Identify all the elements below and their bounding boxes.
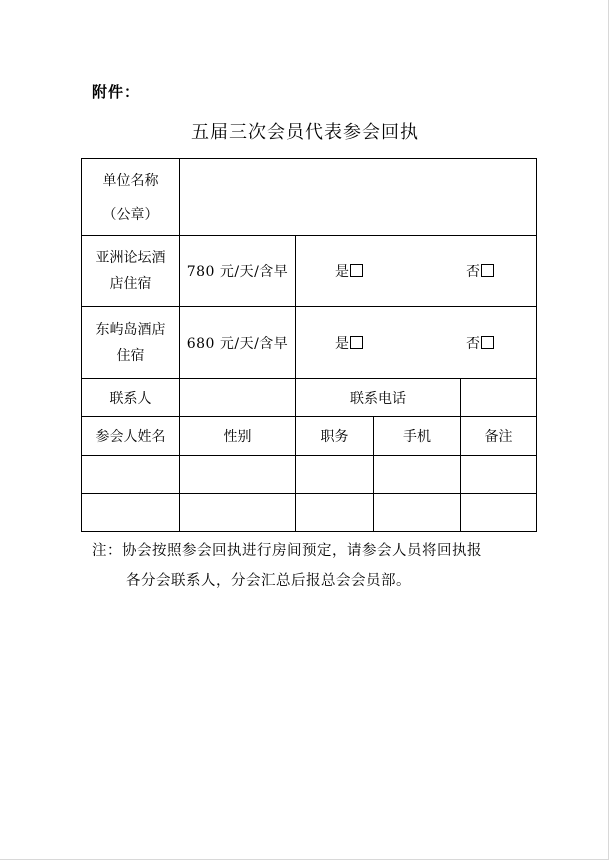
- attendee-name-field[interactable]: [82, 494, 180, 532]
- hotel-rate: 680 元/天/含早: [180, 307, 296, 379]
- hotel-name-line1: 亚洲论坛酒: [95, 250, 166, 266]
- hotel-row: [82, 236, 537, 307]
- yes-label: 是: [335, 335, 349, 352]
- no-label: 否: [466, 264, 480, 280]
- header-gender: 性别: [180, 417, 296, 456]
- attendee-position-field[interactable]: [296, 456, 374, 494]
- contact-phone-field[interactable]: [461, 379, 537, 417]
- hotel-name-cell: [82, 236, 180, 307]
- attendee-row: [82, 494, 537, 532]
- note-line2: 各分会联系人，分会汇总后报总会会员部。: [126, 573, 411, 589]
- yes-option[interactable]: [335, 261, 363, 281]
- unit-seal-label: （公章）: [102, 207, 159, 223]
- yes-option[interactable]: [335, 333, 363, 353]
- no-option[interactable]: [466, 333, 494, 353]
- header-position: 职务: [296, 417, 374, 456]
- attendee-row: [82, 456, 537, 494]
- note-line1: 注：协会按照参会回执进行房间预定，请参会人员将回执报: [92, 543, 482, 559]
- unit-label: 单位名称: [102, 173, 159, 189]
- hotel-choice-cell: [296, 236, 537, 307]
- attendee-remarks-field[interactable]: [461, 456, 537, 494]
- hotel-name-line1: 东屿岛酒店: [95, 321, 166, 338]
- attendee-mobile-field[interactable]: [374, 494, 461, 532]
- no-checkbox[interactable]: [481, 336, 494, 349]
- unit-name-field[interactable]: [180, 159, 537, 236]
- unit-row: [82, 159, 537, 236]
- contact-phone-label: 联系电话: [296, 379, 461, 417]
- reply-form-table: [81, 158, 537, 532]
- attendee-gender-field[interactable]: [180, 494, 296, 532]
- attendee-name-field[interactable]: [82, 456, 180, 494]
- hotel-rate: 780 元/天/含早: [180, 236, 296, 307]
- yes-label: 是: [335, 264, 349, 280]
- header-attendee-name: 参会人姓名: [82, 417, 180, 456]
- hotel-name-line2: 店住宿: [109, 276, 152, 292]
- page-title: 五届三次会员代表参会回执: [191, 122, 419, 143]
- note: [92, 536, 482, 596]
- attachment-label: 附件：: [92, 83, 141, 101]
- attendee-gender-field[interactable]: [180, 456, 296, 494]
- hotel-name-line2: 住宿: [116, 347, 145, 364]
- attendee-header-row: [82, 417, 537, 456]
- hotel-row: [82, 307, 537, 379]
- header-mobile: 手机: [374, 417, 461, 456]
- hotel-name-cell: [82, 307, 180, 379]
- attendee-remarks-field[interactable]: [461, 494, 537, 532]
- attendee-mobile-field[interactable]: [374, 456, 461, 494]
- no-option[interactable]: [466, 261, 494, 281]
- unit-label-cell: [82, 159, 180, 236]
- contact-row: [82, 379, 537, 417]
- no-label: 否: [466, 335, 480, 352]
- header-remarks: 备注: [461, 417, 537, 456]
- hotel-choice-cell: [296, 307, 537, 379]
- no-checkbox[interactable]: [481, 264, 494, 277]
- yes-checkbox[interactable]: [350, 264, 363, 277]
- contact-field[interactable]: [180, 379, 296, 417]
- yes-checkbox[interactable]: [350, 336, 363, 349]
- attendee-position-field[interactable]: [296, 494, 374, 532]
- contact-label: 联系人: [82, 379, 180, 417]
